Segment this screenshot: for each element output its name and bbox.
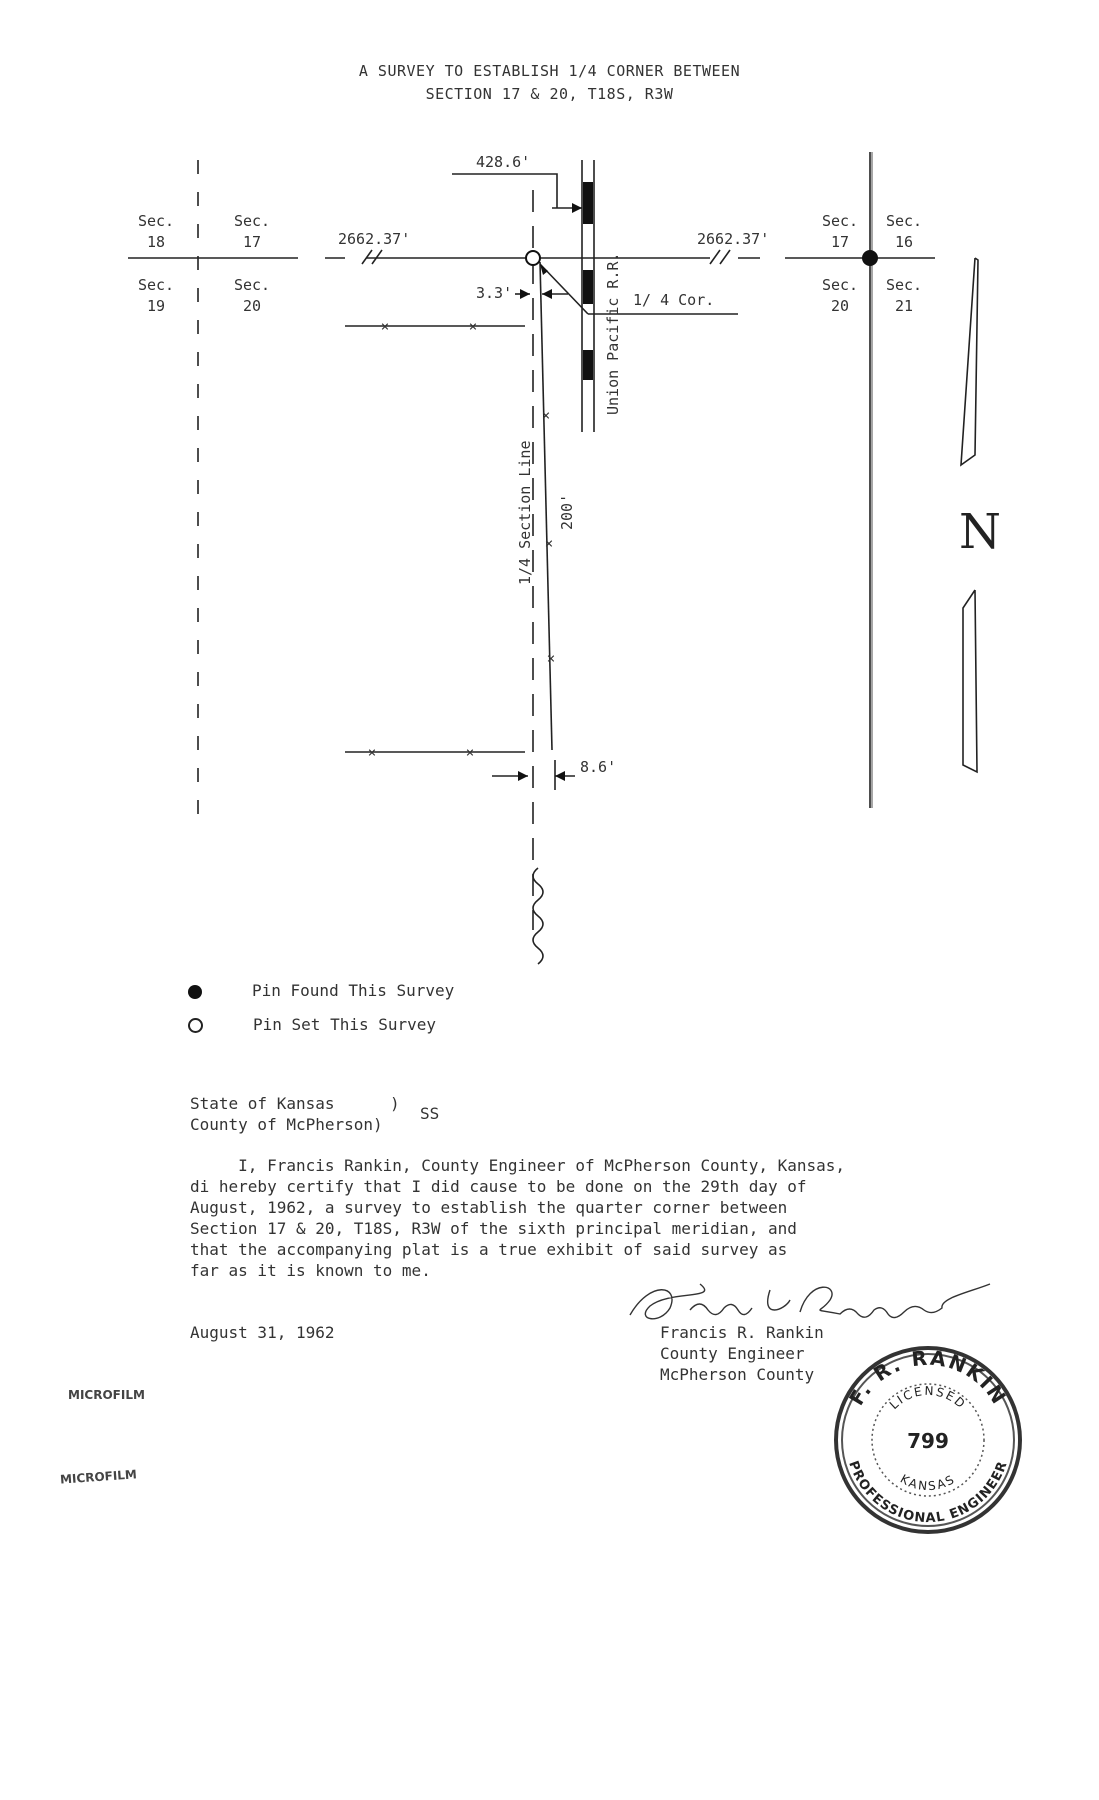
fence-line (540, 262, 552, 750)
pin-set-marker (526, 251, 540, 265)
seal-top-text: F. R. RANKIN (844, 1345, 1012, 1410)
dimension-left-distance: 2662.37' (338, 230, 411, 248)
sec-label: Sec. (233, 212, 271, 230)
sec-number-20: 20 (242, 297, 262, 315)
svg-text:×: × (468, 319, 478, 335)
legend-pin-found: Pin Found This Survey (188, 981, 454, 1000)
seal-state-text: KANSAS (897, 1471, 959, 1494)
certificate-line-6: far as it is known to me. (190, 1261, 431, 1280)
certificate-line-3: August, 1962, a survey to establish the quarter corner between (190, 1198, 788, 1217)
svg-text:×: × (380, 319, 390, 335)
seal-bottom-text: PROFESSIONAL ENGINEER (845, 1458, 1011, 1527)
sec-number-20-right: 20 (830, 297, 850, 315)
north-arrow-upper (961, 258, 978, 465)
sec-number-18: 18 (146, 233, 166, 251)
railroad-label: Union Pacific R.R. (604, 252, 622, 415)
venue-state: State of Kansas (190, 1094, 335, 1113)
quarter-corner-label: 1/ 4 Cor. (633, 291, 715, 309)
seal-number: 799 (907, 1429, 949, 1453)
svg-text:×: × (541, 408, 551, 424)
sec-label: Sec. (137, 212, 175, 230)
pin-found-icon (188, 985, 202, 999)
sec-number-17: 17 (242, 233, 262, 251)
svg-text:×: × (544, 536, 554, 552)
svg-text:×: × (367, 745, 377, 761)
certificate-line-1: I, Francis Rankin, County Engineer of McPherson County, Kansas, (190, 1156, 846, 1175)
sec-number-17-right: 17 (830, 233, 850, 251)
professional-engineer-seal (828, 1340, 1028, 1540)
certificate-line-4: Section 17 & 20, T18S, R3W of the sixth principal meridian, and (190, 1219, 797, 1238)
section-line-label: 1/4 Section Line (516, 440, 534, 585)
venue-ss: SS (420, 1104, 440, 1123)
microfilm-stamp: MICROFILM (68, 1388, 145, 1402)
signer-name: Francis R. Rankin (660, 1323, 824, 1342)
svg-text:×: × (465, 745, 475, 761)
pin-set-icon (188, 1018, 203, 1033)
sec-number-19: 19 (146, 297, 166, 315)
dimension-top-offset: 428.6' (476, 153, 531, 171)
certificate-line-2: di hereby certify that I did cause to be done on the 29th day of (190, 1177, 807, 1196)
signer-title: County Engineer (660, 1344, 805, 1363)
svg-text:KANSAS (898, 1472, 958, 1494)
sec-number-16: 16 (894, 233, 914, 251)
venue-paren: ) (390, 1094, 400, 1113)
north-label: N (959, 504, 1001, 560)
sec-label: Sec. (137, 276, 175, 294)
certification-date: August 31, 1962 (190, 1323, 335, 1342)
dimension-small-offset: 3.3' (476, 284, 513, 302)
certificate-line-5: that the accompanying plat is a true exhibit of said survey as (190, 1240, 788, 1259)
svg-text:×: × (546, 651, 556, 667)
microfilm-stamp: MICROFILM (59, 1467, 138, 1487)
break-line-symbol (533, 868, 543, 964)
svg-text:LICENSED (887, 1384, 969, 1412)
document-title-line-2: SECTION 17 & 20, T18S, R3W (425, 85, 674, 103)
document-title-line-1: A SURVEY TO ESTABLISH 1/4 CORNER BETWEEN (358, 62, 741, 80)
svg-text:F. R. RANKIN (844, 1345, 1012, 1413)
sec-label: Sec. (885, 276, 923, 294)
venue-county: County of McPherson) (190, 1115, 383, 1134)
sec-label: Sec. (233, 276, 271, 294)
seal-licensed-text: LICENSED (886, 1383, 970, 1413)
legend-pin-set: Pin Set This Survey (188, 1015, 436, 1034)
dimension-bottom-offset: 8.6' (580, 758, 617, 776)
sec-label: Sec. (885, 212, 923, 230)
sec-label: Sec. (821, 276, 859, 294)
sec-number-21: 21 (894, 297, 914, 315)
pin-found-marker (862, 250, 878, 266)
dimension-right-distance: 2662.37' (697, 230, 770, 248)
signer-county: McPherson County (660, 1365, 815, 1384)
sec-label: Sec. (821, 212, 859, 230)
north-arrow-lower (963, 590, 977, 772)
line-length-label: 200' (558, 493, 576, 530)
